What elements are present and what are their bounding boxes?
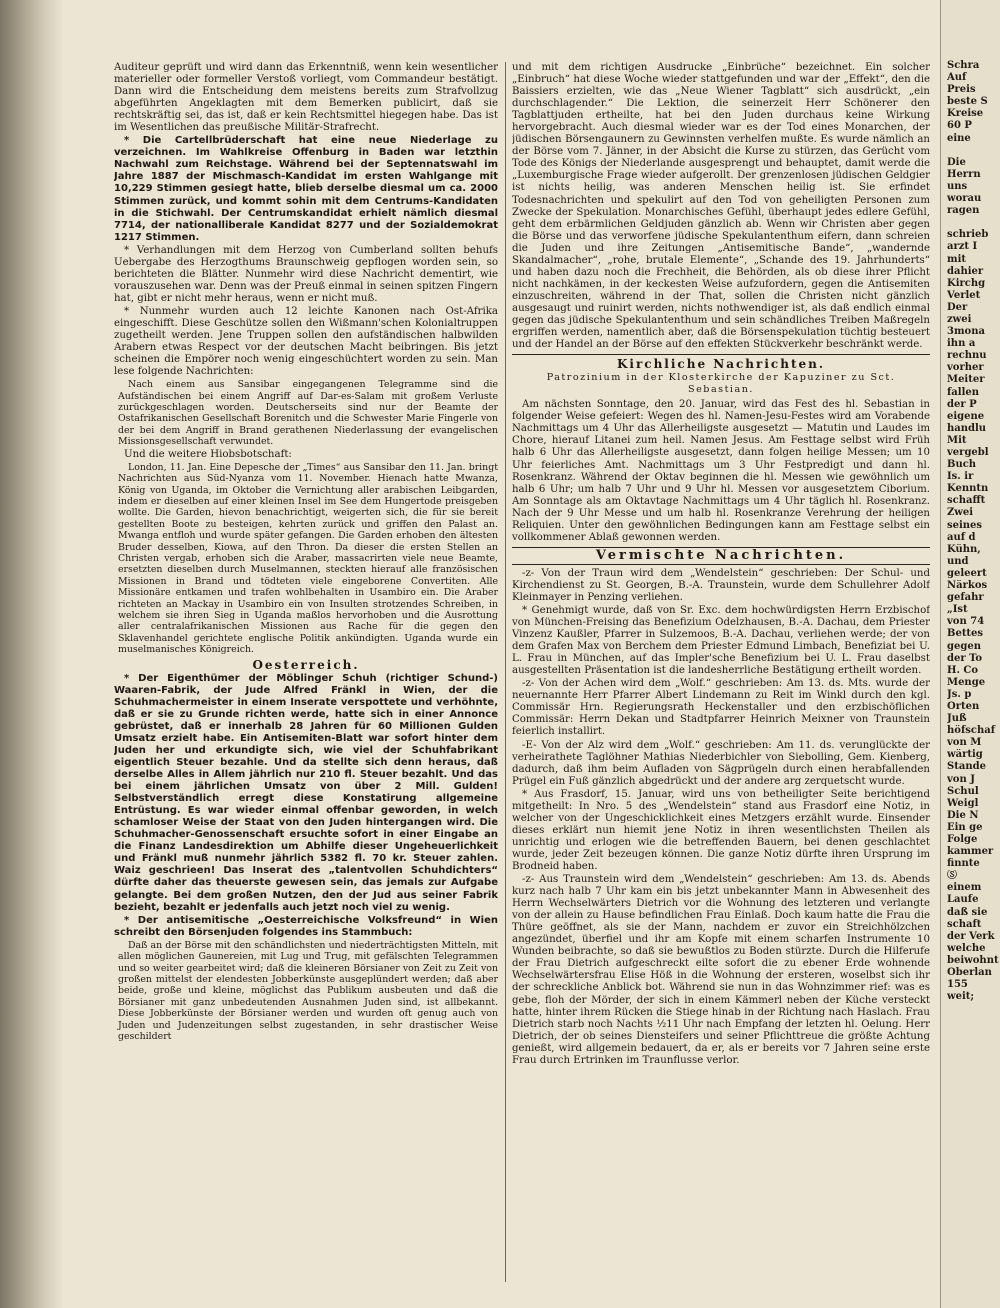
right-column-line: Die N — [947, 809, 979, 821]
quote-sansibar-telegram: Nach einem aus Sansibar eingegangenen Telegramme sind die Aufständischen bei einem Angriff auf Dar-es-Salam mit großem Verluste zurückgeschlagen worden. Deutscherseits sind nur der Beamte der Ostafrikanischen Gesellschaft Borenitch und die Schwester Marie Fingerle von der bei dem Angriff in Brand gerathenen Niederlassung der evangelischen Missionsgesellschaft verwundet. — [118, 379, 498, 448]
right-column-line: der To — [947, 652, 983, 664]
book-binding-shadow — [0, 0, 62, 1308]
right-column-line: 3mona — [947, 326, 985, 338]
right-column-line: rechnu — [947, 350, 987, 362]
right-column-line: Auf — [947, 72, 967, 84]
right-column-line: höfschaf — [947, 725, 996, 737]
right-column-line: Zwei — [947, 507, 974, 519]
article-benefizium: * Genehmigt wurde, daß von Sr. Exc. dem hochwürdigsten Herrn Erzbischof von München-Freising das Benefizium Odelzhausen, B.-A. Dachau, dem Priester Vinzenz Kaußler, Pfarrer in Sulzemoos, B.-A. Dachau, verliehen werde; der von dem Grafen Max von Berchem dem Priester Edmund Limbach, Benefiziat bei U. L. Frau in München, auf das Impler'sche Benefizium bei U. L. Frau daselbst ausgestellten Präsentation ist die landesherrliche Bestätigung ertheilt worden. — [512, 605, 930, 677]
right-column-line: beiwohnt — [947, 954, 999, 966]
right-column-line: Mit — [947, 434, 967, 446]
section-heading-oesterreich: Oesterreich. — [252, 657, 360, 672]
right-column-line: gefahr — [947, 592, 984, 604]
article-military-law-end: Auditeur geprüft und wird dann das Erkenntniß, wenn kein wesentlicher materieller oder formeller Verstoß vorliegt, vom Commandeur bestätigt. Dann wird die Entscheidung dem meistens bereits zum Strafvollzug abgeführten Angeklagten mit dem Bemerken publicirt, daß sie rechtskräftig sei, das ist, daß er kein Rechtsmittel hiegegen habe. Das ist im Wesentlichen das preußische Militär-Strafrecht. — [114, 62, 498, 134]
right-column-line — [947, 217, 1000, 229]
right-column-line: Herrn — [947, 168, 981, 180]
article-achen: -z- Von der Achen wird dem „Wolf.“ geschrieben: Am 13. ds. Mts. wurde der neuernannte Herr Pfarrer Albert Lindemann zu Reit im Winkl durch den kgl. Commissär Hrn. Regierungsrath Heckenstaller und den erzbischöflichen Commissär: Herrn Dekan und Stadtpfarrer Heinrich Meixner von Traunstein feierlich installirt. — [512, 678, 930, 738]
right-column-line: Bettes — [947, 628, 984, 640]
article-fraenkl-shoe-factory: * Der Eigenthümer der Möblinger Schuh (richtiger Schund-) Waaren-Fabrik, der Jude Alfred Fränkl in Wien, der die Schuhmachermeister in einem Inserate verspottete und verhöhnte, daß er sie zu Grunde richten werde, hatte sich in einer Annonce gebrüstet, daß er innerhalb 28 Jahren für 60 Millionen Gulden Umsatz erzielt habe. Ein Antisemiten-Blatt war sofort hinter dem Juden her und erkundigte sich, wie viel der Schuhfabrikant eigentlich Steuer bezahle. Und da stellte sich denn heraus, daß derselbe Alles in Allem jährlich nur 210 fl. Steuer bezahlt. Und das bei einem jährlichen Umsatz von über 2 Mill. Gulden! Selbstverständlich erregt diese Konstatirung allgemeine Entrüstung. Es war wieder einmal offenbar geworden, in welch schamloser Weise der Staat von den Juden hintergangen wird. Die Schuhmacher-Genossenschaft ersuchte sofort in einer Eingabe an die Finanz Landesdirektion um Abhilfe dieser Ungeheuerlichkeit und Fränkl muß nunmehr jährlich 5382 fl. 70 kr. Steuer zahlen. Waiz geschrieen! Das Inserat des „talentvollen Schuhdichters“ dürfte daher das theuerste gewesen sein, das jemals zur Aufgabe gelangte. Bei dem großen Nutzen, den der Jud aus seiner Fabrik bezieht, bezahlt er jedenfalls auch jetzt noch viel zu wenig. — [114, 672, 498, 913]
right-column-line: ihn a — [947, 338, 976, 350]
right-column-line: vergebl — [947, 447, 989, 458]
right-column-line: kammer — [947, 846, 994, 858]
right-column-line: vorher — [947, 362, 984, 374]
right-column-line: wärtig — [947, 749, 983, 761]
right-column-line: eigene — [947, 410, 985, 422]
right-column-fragments — [947, 60, 1000, 1003]
right-column-line: „Ist — [947, 604, 968, 616]
right-column-line: Folge — [947, 834, 978, 845]
article-london-uganda: London, 11. Jan. Eine Depesche der „Times“ aus Sansibar den 11. Jan. bringt Nachrichten aus Süd-Nyanza vom 11. November. Hienach hatte Mwanza, König von Uganda, im Oktober die Vernichtung aller arabischen Leibgarden, indem er dieselben auf einer kleinen Insel im See dem Hungertode preisgeben wollte. Die Garden, hievon benachrichtigt, weigerten sich, die für sie bereit gestellten Boote zu besteigen, kehrten zurück und griffen den Palast an. Mwanga entfloh und wurde später gefangen. Die Garden erhoben den ältesten Bruder desselben, Kiowa, auf den Thron. Da dieser die ersten Stellen an Christen vergab, erhoben sich die Araber, massacrirten viele neue Beamte, ersetzten dieselben durch Muselmannen, steckten hierauf alle französischen Missionen in Brand und tödteten viele eingeborene Convertiten. Alle Missionäre entkamen und trafen wohlbehalten in Usambiro ein. Die Araber richteten an Mackay in Usambiro ein von Insulten strotzendes Schreiben, in welchem sie ihren Sieg in Uganda maßlos hervorhoben und die Ausrottung aller centralafrikanischen Missionen aus Rache für die gegen den Sklavenhandel gerichtete englische Politik ankündigten. Uganda wurde ein muselmanisches Königreich. — [118, 461, 498, 656]
right-column-line: einem — [947, 882, 982, 894]
right-column-line: weit; — [947, 991, 975, 1003]
left-column — [114, 62, 498, 1284]
right-column-line: finnte — [947, 858, 980, 870]
middle-column — [512, 62, 930, 1284]
right-column-line: von J — [947, 773, 975, 785]
right-column-line: Ⓢ — [947, 870, 957, 882]
right-column-line: schaft — [947, 918, 982, 930]
text-hiobsbotschaft: Und die weitere Hiobsbotschaft: — [124, 448, 292, 460]
right-column-line: worau — [947, 193, 982, 205]
article-frasdorf: * Aus Frasdorf, 15. Januar, wird uns von betheiligter Seite berichtigend mitgetheilt: In Nro. 5 des „Wendelstein“ stand aus Frasdorf eine Notiz, in welcher von der Ungeschicklichkeit eines Metzgers erzählt wurde. Einsender dieses erklärt nun hiemit jene Notiz in ihren wesentlichsten Theilen als unrichtig und erlogen wie die betreffenden Bauern, bei denen geschlachtet wurde, jeder Zeit bezeugen können. Die ganze Notiz dürfte ihren Ursprung im Brodneid haben. — [512, 788, 930, 872]
right-column-line: dahier — [947, 265, 984, 277]
right-column-line: 60 P — [947, 120, 972, 132]
right-column-line: auf d — [947, 531, 976, 543]
right-column-line: mit — [947, 253, 966, 265]
right-column-line: Oberlan — [947, 967, 992, 979]
right-column-line: handlu — [947, 422, 987, 434]
right-column-line — [947, 145, 1000, 157]
right-column-line: uns — [947, 180, 968, 192]
right-column-line: 155 — [947, 979, 968, 991]
quote-boerse: Daß an der Börse mit den schändlichsten und niederträchtigsten Mitteln, mit allen möglichen Gaunereien, mit Lug und Trug, mit gefälschten Telegrammen und so weiter gearbeitet wird; daß die kleineren Börsianer von Zeit zu Zeit von großen mittelst der elendesten Jobberkünste ausgeplündert werden; daß aber beide, große und kleine, möglichst das Publikum ausbeuten und daß die Börsianer mit ganz unbedeutenden Ausnahmen Juden sind, ist allbekannt. Diese Jobberkünste der Börsianer werden und wurden oft genug auch von Juden und Judenzeitungen selbst zugestanden, in sehr drastischer Weise geschildert — [118, 939, 498, 1042]
right-column-line: Kirchg — [947, 277, 986, 289]
section-heading-vermischte: Vermischte Nachrichten. — [512, 547, 930, 565]
article-alz: -E- Von der Alz wird dem „Wolf.“ geschrieben: Am 11. ds. verunglückte der verheirathete Taglöhner Mathias Niederbichler von Siebolling, Gem. Kienberg, dadurch, daß ihm beim Aufladen von Sägprügeln durch einen herabfallenden Prügel ein Fuß gänzlich abgedrückt und der andere arg zerquetscht wurde. — [512, 739, 930, 787]
article-sebastian-feast: Am nächsten Sonntage, den 20. Januar, wird das Fest des hl. Sebastian in folgender Weise gefeiert: Wegen des hl. Namen-Jesu-Festes wird am Vorabende Nachmittags um 4 Uhr das Allerheiligste ausgesetzt — Matutin und Laudes im Chore, hierauf Litanei zum heil. Namen Jesus. Am Festtage selbst wird Früh halb 6 Uhr das Allerheiligste ausgesetzt, dann folgen heilige Messen; um 10 Uhr feierliches Amt. Nachmittags um 3 Uhr Festpredigt und dann hl. Rosenkranz. Während der Oktav beginnen die hl. Messen wie gewöhnlich um halb 6 Uhr; um halb 7 Uhr und 9 Uhr hl. Messen vor ausgesetztem Ciborium. Am Sonntage als am Oktavtage Nachmittags um 4 Uhr täglich hl. Rosenkranz. Nach der 9 Uhr Messe und um halb hl. Rosenkranze Verehrung der heiligen Reliquien. Unter den gewöhnlichen Bedingungen kann am Festtage selbst ein vollkommener Ablaß gewonnen werden. — [512, 399, 930, 543]
next-page-edge — [940, 0, 1000, 1308]
right-column-line: Juß — [947, 713, 967, 725]
right-column-line: schafft — [947, 495, 986, 507]
right-column-line: Buch — [947, 459, 977, 471]
article-traun: -z- Von der Traun wird dem „Wendelstein“ geschrieben: Der Schul- und Kirchendienst zu St. Georgen, B.-A. Traunstein, wurde dem Schullehrer Adolf Kleinmayer in Penzing verliehen. — [512, 567, 930, 603]
right-column-line: zwei — [947, 313, 972, 325]
right-column-line: Laufe — [947, 894, 979, 906]
right-column-line: Stande — [947, 761, 986, 773]
right-column-line: Kreise — [947, 108, 984, 120]
right-column-line: und — [947, 555, 969, 567]
right-column-line: von 74 — [947, 616, 985, 628]
right-column-line: Kühn, — [947, 543, 981, 555]
right-column-line: gegen — [947, 640, 981, 652]
right-column-line: daß sie — [947, 906, 988, 918]
right-column-line: Is. ir — [947, 471, 974, 483]
right-column-line: eine — [947, 132, 971, 144]
right-column-line: seines — [947, 519, 983, 531]
article-boerse-continued: und mit dem richtigen Ausdrucke „Einbrüche“ bezeichnet. Ein solcher „Einbruch“ hat diese Woche wieder stattgefunden und war der „Effekt“, den die Baissiers erzielten, wie das „Neue Wiener Tagblatt“ sich ausdrückt, „ein durchschlagender.“ Die Lektion, die seinerzeit Herr Schönerer den Tagblattjuden ertheilte, hat bei den Juden durchaus keine Wirkung hervorgebracht. Auch diesmal wieder war es der Tod eines Monarchen, der jüdischen Börsengaunern zu Gewinnsten verhelfen mußte. Es wurde nämlich an der Börse vom 7. Jänner, in der Absicht die Kurse zu stürzen, das Gerücht vom Tode des Königs der Niederlande ausgesprengt und behauptet, damit werde die „Luxemburgische Frage wieder aufgerollt. Der grenzenlosen jüdischen Geldgier ist nichts heilig, was anderen Menschen heilig ist. Sie erfindet Todesnachrichten und spekulirt auf den Tod von geheiligten Personen zum Zwecke der Spekulation. Monarchisches Gefühl, überhaupt jedes edlere Gefühl, geht dem erbärmlichen Geldjuden gänzlich ab. Wenn wir Christen aber gegen die Börse und das verworfene jüdische Spekulantenthum eifern, dann schreien die Juden und ihre Zeitungen „Antisemitische Bande“, „wandernde Skandalmacher“, „rohe, brutale Elemente“, „Schande des 19. Jahrhunderts“ und haben dazu noch die Frechheit, die Behörden, als ob diese ihrer Pflicht nicht nachkämen, in der keckesten Weise aufzufordern, gegen die Antisemiten einzuschreiten, während in der That, sollen die Christen nicht gänzlich ausgesaugt und ruinirt werden, nichts nothwendiger ist, als daß endlich einmal gegen das jüdische Spekulantenthum und sein schändliches Treiben Maßregeln ergriffen werden, namentlich aber, daß die Börsenspekulation tüchtig besteuert und der Handel an der Börse auf den effekten Stückverkehr beschränkt werde. — [512, 62, 930, 351]
right-column-line: Preis — [947, 84, 976, 96]
right-column-line: welche — [947, 942, 986, 954]
right-column-line: Verlet — [947, 289, 981, 301]
column-divider — [505, 62, 506, 1282]
right-column-line: Schul — [947, 785, 979, 797]
article-cannons-east-africa: * Nunmehr wurden auch 12 leichte Kanonen nach Ost-Afrika eingeschifft. Diese Geschütze sollen den Wißmann'schen Kolonialtruppen zugetheilt werden. Jene Truppen sollen den aufständischen halbwilden Arabern etwas Respect vor der deutschen Macht beibringen. Bis jetzt scheinen die Empörer noch wenig eingeschüchtert worden zu sein. Man lese folgende Nachrichten: — [114, 305, 498, 378]
right-column-line: Närkos — [947, 580, 988, 592]
right-column-line: Schra — [947, 60, 980, 71]
right-column-line: von M — [947, 737, 982, 749]
right-column-line: Kenntn — [947, 483, 989, 495]
right-column-line: Weigl — [947, 797, 979, 809]
right-column-line: der Verk — [947, 930, 995, 942]
right-column-line: Js. p — [947, 688, 972, 700]
right-column-line: ragen — [947, 205, 980, 217]
article-cumberland: * Verhandlungen mit dem Herzog von Cumberland sollten behufs Uebergabe des Herzogthums Braunschweig gepflogen worden sein, so berichteten die Blätter. Nunmehr wird diese Nachricht dementirt, wie vorauszusehen war. Denn was der Preuß einmal in seinen spitzen Fingern hat, gibt er nicht mehr heraus, wenn er nicht muß. — [114, 244, 498, 304]
subheading-patrozinium: Patrozinium in der Klosterkirche der Kapuziner zu Sct. Sebastian. — [546, 372, 896, 396]
right-column-line: schrieb — [947, 229, 989, 241]
rule-separator — [512, 354, 930, 355]
right-column-line: fallen — [947, 386, 980, 398]
article-traunstein-murder: -z- Aus Traunstein wird dem „Wendelstein“ geschrieben: Am 13. ds. Abends kurz nach halb 7 Uhr kam ein bis jetzt unbekannter Mann in Abwesenheit des Herrn Wechselwärters Dietrich vor die Wohnung des letzteren und verlangte von der allein zu Hause befindlichen Frau Einlaß. Doch kaum hatte die Frau die Thüre geöffnet, als sie der Mann, nachdem er zuvor ein Streichhölzchen angezündet, überfiel und ihr am Kopfe mit einem scharfen Instrumente 10 Wunden beibrachte, so daß sie bewußtlos zu Boden stürzte. Durch die Hilferufe der Frau Dietrich aufgeschreckt eilte sofort die zu ebener Erde wohnende Wechselwärtersfrau Elise Höß in die Wohnung der ersteren, woselbst sich ihr der schreckliche Anblick bot. Während sie nun in das Wohnzimmer rief: was es gebe, floh der Mörder, der sich in einem Kämmerl neben der Küche versteckt hatte, hinter ihrem Rücken die Stiege hinab in der Richtung nach Haslach. Frau Dietrich starb noch Nachts ½11 Uhr nach Empfang der letzten hl. Oelung. Herr Dietrich, der ob seines Diensteifers und seiner Pflichttreue die größte Achtung genießt, wird allgemein bedauert, da er, als er bereits vor 7 Jahren seine erste Frau durch Ertrinken im Traunflusse verlor. — [512, 874, 930, 1066]
right-column-line: der P — [947, 398, 977, 410]
right-column-line: arzt I — [947, 241, 978, 253]
right-column-line: Meiter — [947, 374, 985, 386]
right-column-line: H. Co — [947, 664, 979, 676]
right-column-line: Die — [947, 156, 966, 168]
right-column-line: Ein ge — [947, 821, 983, 833]
right-column-line: Menge — [947, 676, 986, 688]
right-column-line: Orten — [947, 700, 980, 712]
article-volksfreund: * Der antisemitische „Oesterreichische Volksfreund“ in Wien schreibt den Börsenjuden folgendes ins Stammbuch: — [114, 914, 498, 938]
section-heading-kirchliche: Kirchliche Nachrichten. — [616, 357, 826, 372]
right-column-line: geleert — [947, 567, 987, 579]
article-offenburg-election: * Die Cartellbrüderschaft hat eine neue Niederlage zu verzeichnen. Im Wahlkreise Offenburg in Baden war letzthin Nachwahl zum Reichstage. Während bei der Septennatswahl im Jahre 1887 der Mischmasch-Kandidat im ersten Wahlgange mit 10,229 Stimmen gesiegt hatte, blieb derselbe diesmal um ca. 2000 Stimmen zurück, und kommt sohin mit dem Centrums-Kandidaten in die Stichwahl. Der Centrumskandidat erhielt nämlich diesmal 7714, der nationalliberale Kandidat 8277 und der Sozialdemokrat 1217 Stimmen. — [114, 135, 498, 243]
right-column-line: beste S — [947, 96, 988, 108]
right-column-line: Der — [947, 301, 968, 313]
